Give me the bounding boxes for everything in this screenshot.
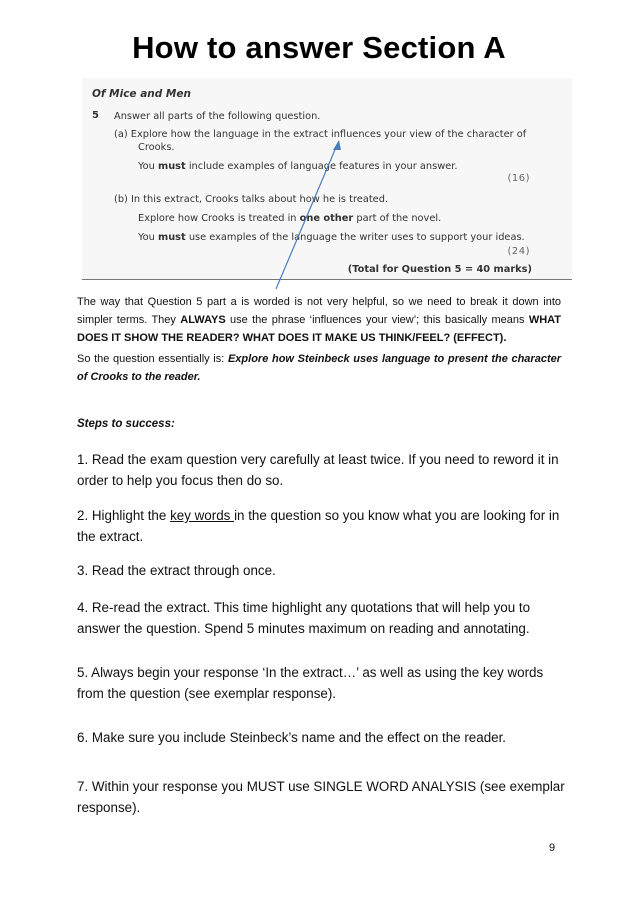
exam-intro: Answer all parts of the following question. (114, 111, 321, 122)
step-3: 3. Read the extract through once. (77, 563, 276, 578)
question-restatement: So the question essentially is: Explore how Steinbeck uses language to present the character of Crooks to the reader. (77, 353, 562, 383)
exam-book-title: Of Mice and Men (92, 88, 191, 100)
step-1: 1. Read the exam question very carefully at least twice. If you need to reword it in order to help you focus then do so. (77, 452, 559, 488)
arrow-head (333, 140, 341, 150)
step-2: 2. Highlight the key words in the question so you know what you are looking for in the extract. (77, 508, 560, 544)
exam-part-a-marks: (16) (507, 173, 530, 184)
exam-question-number: 5 (92, 110, 99, 121)
exam-part-b-line2: Explore how Crooks is treated in one other part of the novel. (138, 213, 442, 224)
steps-heading: Steps to success: (77, 418, 175, 430)
exam-part-a-line1: (a) Explore how the language in the extract influences your view of the character of (114, 129, 527, 140)
explanation-paragraph: The way that Question 5 part a is worded is not very helpful, so we need to break it down into simpler terms. They ALWAYS use the phrase ‘influences your view’; this basically means WHAT DOES IT SHOW THE READER? WHAT DOES IT MAKE US THINK/FEEL? (EFFECT). (77, 296, 562, 344)
exam-part-b-must: You must use examples of the language the writer uses to support your ideas. (138, 232, 525, 243)
page-title: How to answer Section A (132, 30, 506, 65)
exam-part-a-line2: Crooks. (138, 142, 175, 153)
key-words-underlined: key words (170, 508, 235, 523)
step-4: 4. Re-read the extract. This time highlight any quotations that will help you to answer the question. Spend 5 minutes maximum on reading and annotating. (77, 600, 531, 636)
page-number: 9 (549, 842, 556, 854)
exam-part-b-marks: (24) (507, 246, 530, 257)
exam-total-marks: (Total for Question 5 = 40 marks) (347, 264, 532, 275)
arrow-line (276, 145, 337, 289)
step-6: 6. Make sure you include Steinbeck’s name and the effect on the reader. (77, 730, 507, 745)
exam-part-a-must: You must include examples of language features in your answer. (138, 161, 458, 172)
exam-part-b-line1: (b) In this extract, Crooks talks about how he is treated. (114, 194, 389, 205)
step-5: 5. Always begin your response ‘In the extract…’ as well as using the key words from the question (see exemplar response). (77, 665, 544, 701)
step-7: 7. Within your response you MUST use SINGLE WORD ANALYSIS (see exemplar response). (77, 779, 565, 815)
